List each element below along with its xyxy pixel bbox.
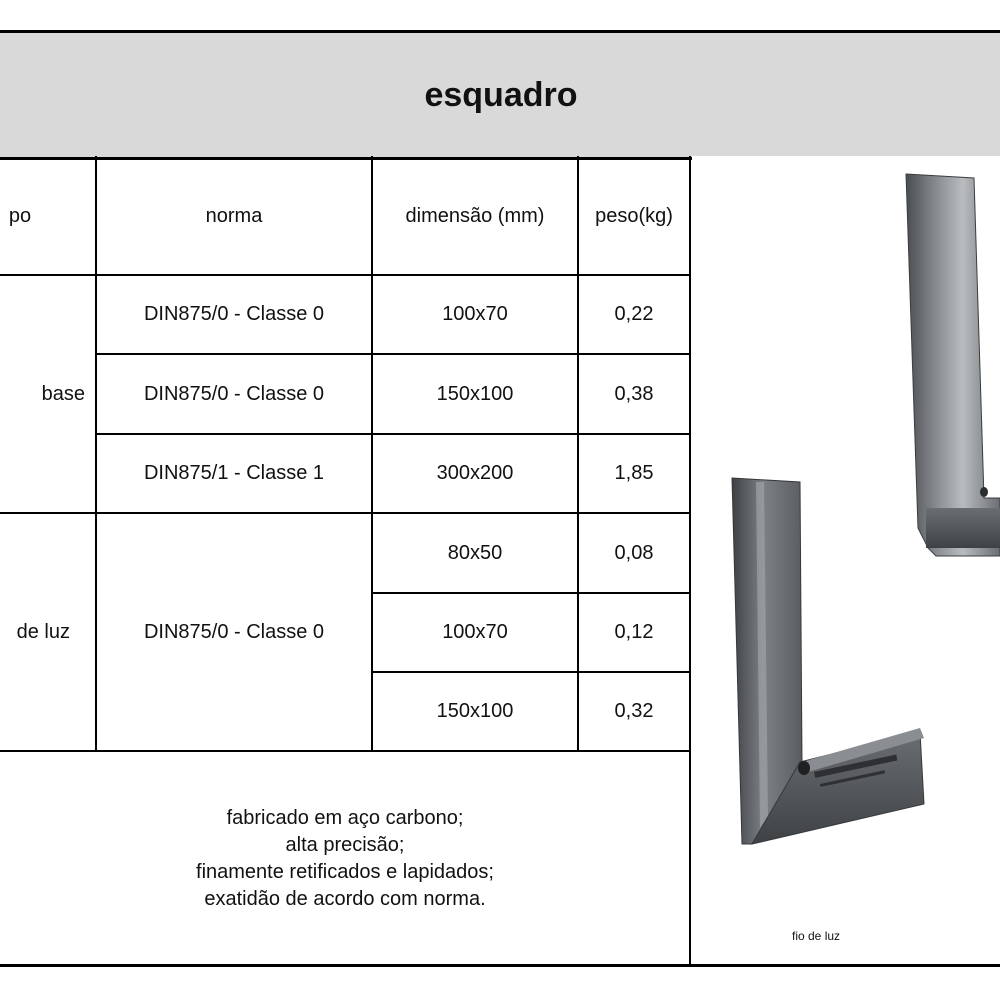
table-cell-peso: 0,12 <box>614 621 654 643</box>
header-dimensao: dimensão (mm) <box>405 204 545 227</box>
type-label: de luz <box>16 620 70 643</box>
note-line: exatidão de acordo com norma. <box>204 888 486 910</box>
table-cell-norma: DIN875/1 - Classe 1 <box>143 462 325 484</box>
table-cell-peso: 1,85 <box>614 462 654 484</box>
table-cell-dimensao: 300x200 <box>436 462 514 484</box>
header-norma: norma <box>205 204 263 227</box>
table-cell-norma: DIN875/0 - Classe 0 <box>143 620 325 643</box>
table-cell-peso: 0,38 <box>614 382 654 405</box>
features-notes <box>0 752 690 966</box>
photo-caption: fio de luz <box>792 929 841 943</box>
header-peso: peso(kg) <box>595 204 673 227</box>
header-tipo: po <box>8 204 32 227</box>
product-photos <box>692 156 1000 964</box>
product-photo-panel <box>692 156 1000 964</box>
title-bar <box>0 30 1000 160</box>
table-cell-norma: DIN875/0 - Classe 0 <box>143 382 325 405</box>
note-line: finamente retificados e lapidados; <box>196 861 494 883</box>
table-cell-peso: 0,32 <box>614 700 654 722</box>
page-title: esquadro <box>424 75 578 114</box>
table-cell-dimensao: 100x70 <box>442 303 508 325</box>
table-cell-dimensao: 100x70 <box>442 621 508 643</box>
table-cell-dimensao: 150x100 <box>436 700 514 722</box>
table-cell-peso: 0,22 <box>614 303 654 325</box>
note-line: fabricado em aço carbono; <box>226 807 464 829</box>
table-cell-dimensao: 80x50 <box>447 541 503 564</box>
table-cell-dimensao: 150x100 <box>436 382 514 405</box>
square-tool-large-icon <box>906 174 1000 556</box>
type-label: base <box>41 382 85 405</box>
table-cell-peso: 0,08 <box>614 541 654 564</box>
table-cell-norma: DIN875/0 - Classe 0 <box>143 303 325 325</box>
square-tool-small-icon <box>732 478 924 844</box>
note-line: alta precisão; <box>285 834 405 856</box>
